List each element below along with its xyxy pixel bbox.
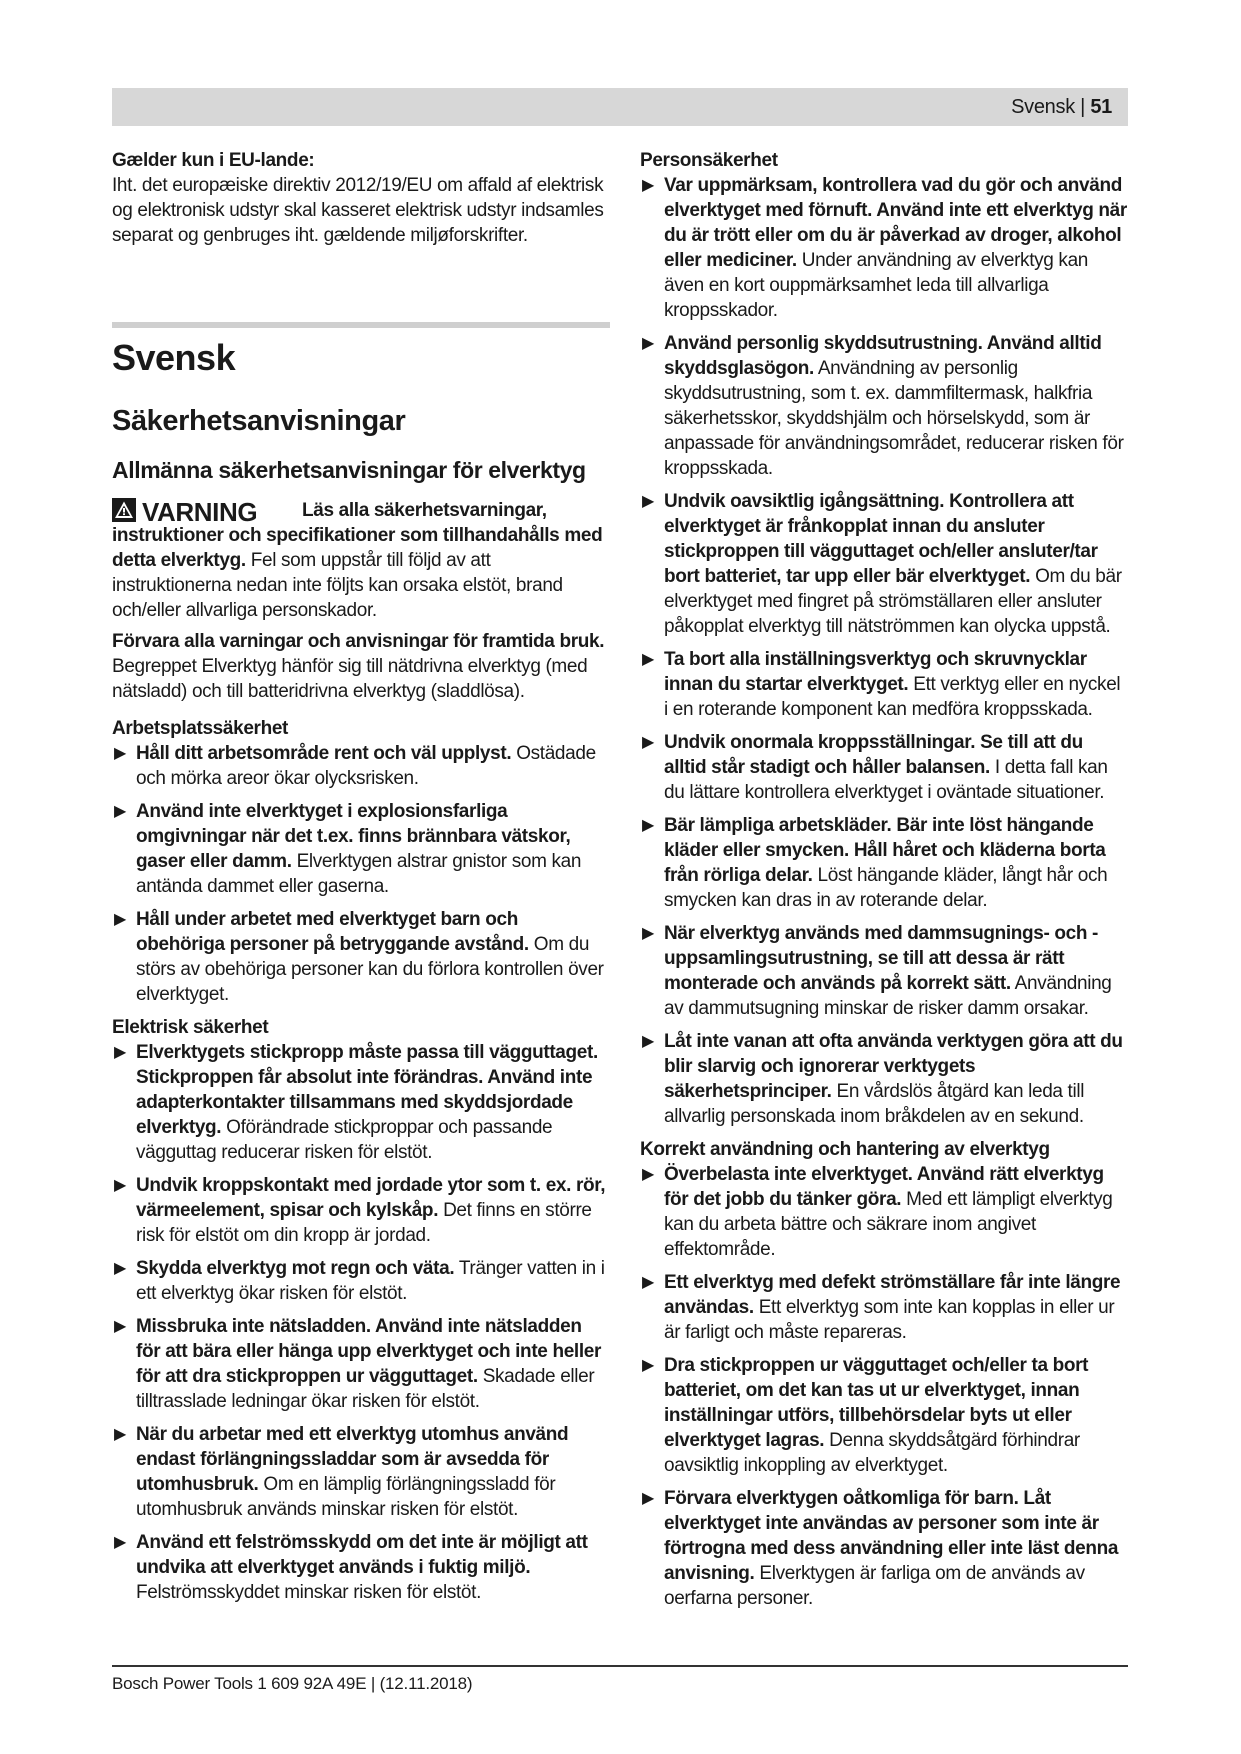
bullet-arrow-icon: ▶: [114, 1044, 126, 1061]
header-separator: |: [1080, 96, 1086, 118]
general-safety-title: Allmänna säkerhetsanvisningar för elverktyg: [112, 457, 586, 483]
bullet-arrow-icon: ▶: [114, 1426, 126, 1443]
bullet-arrow-icon: ▶: [642, 1166, 654, 1183]
list-item: ▶ Använd inte elverktyget i explosionsfarliga omgivningar när det t.ex. finns brännbara vätskor, gaser eller damm. Elverktygen alstrar gnistor som kan antända dammet eller gaserna.: [114, 801, 582, 897]
bullet-arrow-icon: ▶: [642, 1274, 654, 1291]
list-item: ▶ Undvik oavsiktlig igångsättning. Kontrollera att elverktyget är frånkopplat innan du ansluter stickproppen till vägguttaget och/eller ansluter/tar bort batteriet, tar upp eller bär elverktyget. Om du bär elverktyget med fingret på strömställaren eller ansluter påkopplat elverktyg till nätströmmen kan olycka uppstå.: [642, 491, 1122, 637]
warning-label: VARNING: [142, 496, 258, 527]
list-item: ▶ Håll under arbetet med elverktyget barn och obehöriga personer på betryggande avstånd. Om du störs av obehöriga personer kan du förlora kontrollen över elverktyget.: [114, 909, 604, 1005]
bullet-arrow-icon: ▶: [114, 1177, 126, 1194]
list-item: ▶ Dra stickproppen ur vägguttaget och/eller ta bort batteriet, om det kan tas ut ur elverktyget, innan inställningar utförs, tillbehörsdelar byts ut eller elverktyget lagras. Denna skyddsåtgärd förhindrar oavsiktlig inkoppling av elverktyget.: [642, 1355, 1089, 1476]
bullet-arrow-icon: ▶: [114, 1318, 126, 1335]
list-item: ▶ Bär lämpliga arbetskläder. Bär inte löst hängande kläder eller smycken. Håll håret och kläderna borta från rörliga delar. Löst hängande kläder, långt hår och smycken kan dras in av roterande delar.: [642, 815, 1108, 911]
page-header-text: [1011, 96, 1112, 119]
right-column: [640, 148, 1128, 1619]
tool-handling-title: Korrekt användning och hantering av elverktyg: [640, 1139, 1050, 1160]
bullet-arrow-icon: ▶: [642, 1357, 654, 1374]
bullet-arrow-icon: ▶: [642, 177, 654, 194]
list-item: ▶ Låt inte vanan att ofta använda verktygen göra att du blir slarvig och ignorerar verktygets säkerhetsprinciper. En vårdslös åtgärd kan leda till allvarlig personskada inom bråkdelen av en sekund.: [642, 1031, 1123, 1127]
list-item: ▶ När du arbetar med ett elverktyg utomhus använd endast förlängningssladdar som är avsedda för utomhusbruk. Om en lämplig förlängningssladd för utomhusbruk används minskar risken för elstöt.: [114, 1424, 569, 1520]
work-area-list: [112, 741, 610, 1007]
footer-text: Bosch Power Tools 1 609 92A 49E | (12.11.2018): [112, 1674, 473, 1693]
keep-text: Begreppet Elverktyg hänför sig till nätdrivna elverktyg (med nätsladd) och till batteridrivna elverktyg (sladdlösa).: [112, 656, 588, 702]
list-item: ▶ Håll ditt arbetsområde rent och väl upplyst. Ostädade och mörka areor ökar olycksrisken.: [114, 743, 596, 789]
eu-text: Iht. det europæiske direktiv 2012/19/EU om affald af elektrisk og elektronisk udstyr skal kasseret elektrisk udstyr indsamles separat og genbruges iht. gældende miljøforskrifter.: [112, 175, 604, 246]
list-item: ▶ Var uppmärksam, kontrollera vad du gör och använd elverktyget med förnuft. Använd inte ett elverktyg när du är trött eller om du är påverkad av droger, alkohol eller mediciner. Under användning av elverktyg kan även en kort ouppmärksamhet leda till allvarliga kroppsskador.: [642, 175, 1127, 321]
bullet-arrow-icon: ▶: [114, 911, 126, 928]
list-item: ▶ Undvik onormala kroppsställningar. Se till att du alltid står stadigt och håller balansen. I detta fall kan du lättare kontrollera elverktyget i oväntade situationer.: [642, 732, 1108, 803]
personal-safety-list: [640, 173, 1128, 1129]
list-item: ▶ Undvik kroppskontakt med jordade ytor som t. ex. rör, värmeelement, spisar och kylskåp. Det finns en större risk för elstöt om din kropp är jordad.: [114, 1175, 606, 1246]
list-item: ▶ Elverktygets stickpropp måste passa till vägguttaget. Stickproppen får absolut inte förändras. Använd inte adapterkontakter tillsammans med skyddsjordade elverktyg. Oförändrade stickproppar och passande vägguttag reducerar risken för elstöt.: [114, 1042, 598, 1163]
bullet-arrow-icon: ▶: [114, 803, 126, 820]
tool-handling-list: [640, 1162, 1128, 1611]
personal-safety-title: Personsäkerhet: [640, 150, 778, 171]
list-item: ▶ Missbruka inte nätsladden. Använd inte nätsladden för att bära eller hänga upp elverktyget och inte heller för att dra stickproppen ur vägguttaget. Skadade eller tilltrasslade ledningar ökar risken för elstöt.: [114, 1316, 602, 1412]
section-divider: [112, 322, 610, 328]
bullet-arrow-icon: ▶: [114, 1260, 126, 1277]
bullet-arrow-icon: ▶: [642, 1033, 654, 1050]
warning-badge: [112, 498, 257, 526]
warning-block: [112, 498, 610, 623]
list-item: ▶ Använd ett felströmsskydd om det inte är möjligt att undvika att elverktyget används i fuktig miljö. Felströmsskyddet minskar risken för elstöt.: [114, 1532, 588, 1603]
keep-instructions: Förvara alla varningar och anvisningar för framtida bruk.: [112, 631, 605, 652]
list-item: ▶ Överbelasta inte elverktyget. Använd rätt elverktyg för det jobb du tänker göra. Med ett lämpligt elverktyg kan du arbeta bättre och säkrare inom angivet effektområde.: [642, 1164, 1113, 1260]
warning-text: Fel som uppstår till följd av att instruktionerna nedan inte följts kan orsaka elstöt, brand och/eller allvarliga personskador.: [112, 550, 563, 621]
bullet-arrow-icon: ▶: [642, 493, 654, 510]
list-item: ▶ Ett elverktyg med defekt strömställare får inte längre användas. Ett elverktyg som inte kan kopplas in eller ur är farligt och måste repareras.: [642, 1272, 1121, 1343]
work-area-title: Arbetsplatssäkerhet: [112, 718, 289, 739]
list-item: ▶ Skydda elverktyg mot regn och väta. Tränger vatten in i ett elverktyg ökar risken för elstöt.: [114, 1258, 605, 1304]
header-language: Svensk: [1011, 96, 1075, 118]
bullet-arrow-icon: ▶: [642, 651, 654, 668]
bullet-arrow-icon: ▶: [114, 1534, 126, 1551]
page-number: 51: [1090, 96, 1112, 118]
warning-bold-text: Läs alla säkerhetsvarningar, instruktioner och specifikationer som tillhandahålls med detta elverktyg.: [112, 500, 603, 571]
safety-title: Säkerhetsanvisningar: [112, 405, 406, 437]
list-item: ▶ Ta bort alla inställningsverktyg och skruvnycklar innan du startar elverktyget. Ett verktyg eller en nyckel i en roterande komponent kan medföra kroppsskada.: [642, 649, 1121, 720]
bullet-arrow-icon: ▶: [642, 1490, 654, 1507]
warning-triangle-icon: [112, 498, 136, 526]
bullet-arrow-icon: ▶: [642, 335, 654, 352]
bullet-arrow-icon: ▶: [642, 925, 654, 942]
language-title: Svensk: [112, 337, 236, 378]
list-item: ▶ När elverktyg används med dammsugnings- och -uppsamlingsutrustning, se till att dessa är rätt monterade och används på korrekt sätt. Användning av dammutsugning minskar de risker damm orsakar.: [642, 923, 1112, 1019]
list-item: ▶ Förvara elverktygen oåtkomliga för barn. Låt elverktyget inte användas av personer som inte är förtrogna med dess användning eller inte läst denna anvisning. Elverktygen är farliga om de används av oerfarna personer.: [642, 1488, 1119, 1609]
footer-rule: [112, 1665, 1128, 1667]
electrical-safety-title: Elektrisk säkerhet: [112, 1017, 269, 1038]
bullet-arrow-icon: ▶: [114, 745, 126, 762]
eu-title: Gælder kun i EU-lande:: [112, 150, 315, 171]
electrical-safety-list: [112, 1040, 610, 1605]
page-header-bar: [112, 88, 1128, 126]
bullet-arrow-icon: ▶: [642, 734, 654, 751]
list-item: ▶ Använd personlig skyddsutrustning. Använd alltid skyddsglasögon. Användning av personlig skyddsutrustning, som t. ex. dammfiltermask, halkfria säkerhetsskor, skyddshjälm och hörselskydd, som är anpassade för användningsområdet, reducerar risken för kroppsskada.: [642, 333, 1124, 479]
bullet-arrow-icon: ▶: [642, 817, 654, 834]
left-column: [112, 148, 610, 1613]
